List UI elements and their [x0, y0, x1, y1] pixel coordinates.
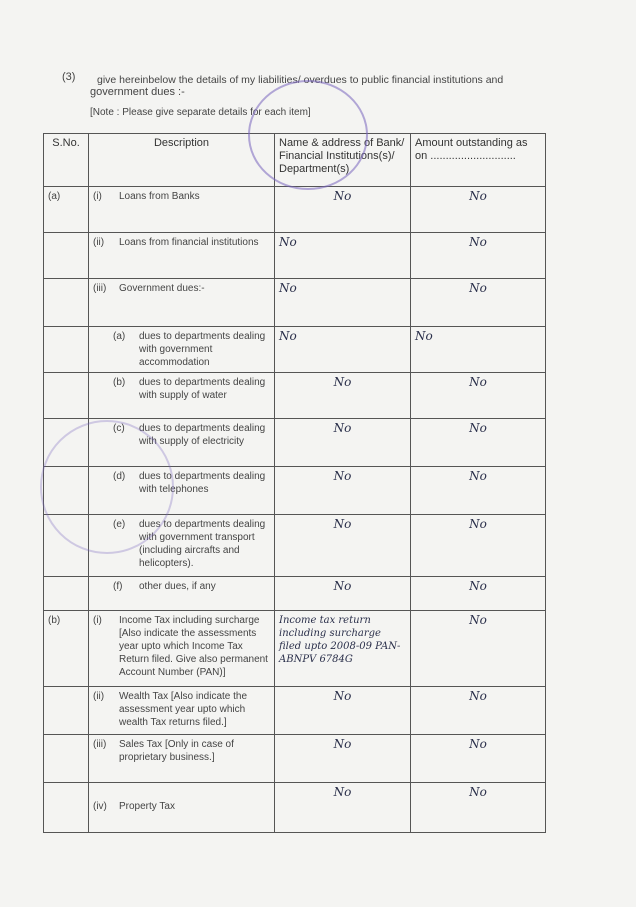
- row-sno: [44, 783, 89, 833]
- intro-line-2: government dues :-: [90, 86, 185, 98]
- row-description: (ii) Wealth Tax [Also indicate the assessment year upto which wealth Tax returns filed.]: [89, 687, 275, 735]
- row-description: (a) dues to departments dealing with government accommodation: [89, 327, 275, 373]
- table-row: [44, 577, 546, 611]
- row-amount: No: [411, 373, 546, 419]
- row-sno: [44, 327, 89, 373]
- table-row: [44, 783, 546, 833]
- row-sno: [44, 233, 89, 279]
- row-sno: [44, 515, 89, 577]
- header-description: Description: [89, 134, 275, 187]
- table-row: [44, 611, 546, 687]
- liabilities-table: [43, 133, 546, 833]
- row-name: No: [275, 783, 411, 833]
- row-sno: [44, 735, 89, 783]
- row-amount: No: [411, 419, 546, 467]
- row-description: (c) dues to departments dealing with supply of electricity: [89, 419, 275, 467]
- item-number: (3): [62, 71, 76, 83]
- row-description: (iv) Property Tax: [89, 783, 275, 833]
- table-row: [44, 735, 546, 783]
- row-description: (e) dues to departments dealing with government transport (including aircrafts and helicopters).: [89, 515, 275, 577]
- row-sno: [44, 577, 89, 611]
- row-description: (i) Loans from Banks: [89, 187, 275, 233]
- header-name-address: Name & address of Bank/ Financial Institutions(s)/ Department(s): [275, 134, 411, 187]
- row-description: (ii) Loans from financial institutions: [89, 233, 275, 279]
- row-description: (iii) Government dues:-: [89, 279, 275, 327]
- row-description: (f) other dues, if any: [89, 577, 275, 611]
- row-amount: No: [411, 611, 546, 687]
- row-description: (d) dues to departments dealing with telephones: [89, 467, 275, 515]
- row-sno: [44, 467, 89, 515]
- row-name: Income tax return including surcharge filed upto 2008-09 PAN-ABNPV 6784G: [275, 611, 411, 687]
- row-name: No: [275, 419, 411, 467]
- row-name: No: [275, 187, 411, 233]
- row-name: No: [275, 515, 411, 577]
- row-description: (iii) Sales Tax [Only in case of proprietary business.]: [89, 735, 275, 783]
- row-name: No: [275, 279, 411, 327]
- row-sno: [44, 279, 89, 327]
- header-amount: Amount outstanding as on ............................: [411, 134, 546, 187]
- note-line: [Note : Please give separate details for each item]: [90, 107, 311, 118]
- row-amount: No: [411, 735, 546, 783]
- table-row: [44, 233, 546, 279]
- header-sno: S.No.: [44, 134, 89, 187]
- row-amount: No: [411, 515, 546, 577]
- row-name: No: [275, 735, 411, 783]
- row-amount: No: [411, 233, 546, 279]
- row-name: No: [275, 233, 411, 279]
- row-amount: No: [411, 187, 546, 233]
- row-amount: No: [411, 783, 546, 833]
- row-sno: [44, 419, 89, 467]
- row-name: No: [275, 577, 411, 611]
- table-row: [44, 467, 546, 515]
- row-amount: No: [411, 687, 546, 735]
- table-row: [44, 187, 546, 233]
- table-row: [44, 687, 546, 735]
- table-row: [44, 327, 546, 373]
- table-row: [44, 373, 546, 419]
- table-row: [44, 279, 546, 327]
- table-row: [44, 515, 546, 577]
- intro-line-1: give hereinbelow the details of my liabilities/ overdues to public financial institutions and: [97, 74, 504, 86]
- row-sno: (a): [44, 187, 89, 233]
- table-row: [44, 419, 546, 467]
- row-name: No: [275, 467, 411, 515]
- row-description: (b) dues to departments dealing with supply of water: [89, 373, 275, 419]
- row-name: No: [275, 687, 411, 735]
- row-amount: No: [411, 577, 546, 611]
- row-sno: [44, 687, 89, 735]
- row-amount: No: [411, 327, 546, 373]
- row-amount: No: [411, 467, 546, 515]
- row-name: No: [275, 373, 411, 419]
- row-sno: (b): [44, 611, 89, 687]
- row-sno: [44, 373, 89, 419]
- row-description: (i) Income Tax including surcharge [Also indicate the assessments year upto which Income Tax Return filed. Give also permanent Account Number (PAN)]: [89, 611, 275, 687]
- row-amount: No: [411, 279, 546, 327]
- row-name: No: [275, 327, 411, 373]
